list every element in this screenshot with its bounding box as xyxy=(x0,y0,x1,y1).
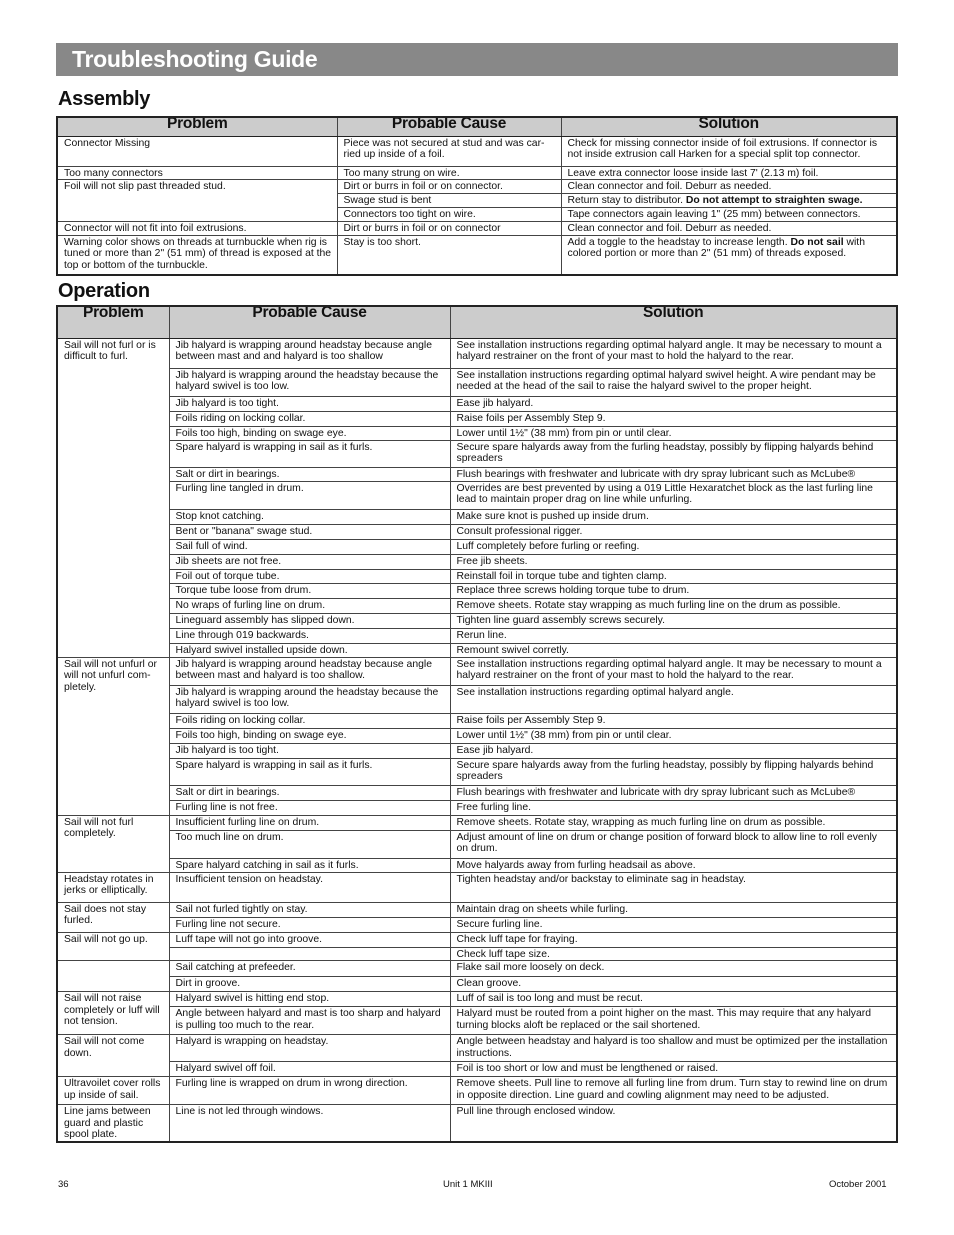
problem-cell xyxy=(57,208,337,222)
cause-cell: Sail full of wind. xyxy=(169,539,450,554)
footer-date: October 2001 xyxy=(829,1179,887,1190)
table-row xyxy=(57,368,897,396)
cause-cell: Furling line is not free. xyxy=(169,800,450,815)
solution-cell: Secure spare halyards away from the furling headstay, possibly by flipping halyards behind spreaders xyxy=(450,758,897,785)
cause-cell: Furling line not secure. xyxy=(169,917,450,932)
cause-cell: Line through 019 backwards. xyxy=(169,628,450,643)
table-row xyxy=(57,758,897,785)
table-row xyxy=(57,947,897,961)
cause-cell: Luff tape will not go into groove. xyxy=(169,932,450,947)
table-row xyxy=(57,685,897,713)
solution-cell: Lower until 1½" (38 mm) from pin or until clear. xyxy=(450,728,897,743)
cause-cell: Furling line tangled in drum. xyxy=(169,481,450,509)
footer-unit: Unit 1 MKIII xyxy=(443,1179,493,1190)
cause-cell: Dirt or burrs in foil or on connector xyxy=(337,222,561,236)
cause-cell: Stay is too short. xyxy=(337,235,561,275)
cause-cell: Connectors too tight on wire. xyxy=(337,208,561,222)
table-row xyxy=(57,180,897,194)
cause-cell: No wraps of furling line on drum. xyxy=(169,598,450,613)
table-row xyxy=(57,136,897,166)
solution-cell: Luff completely before furling or reefing. xyxy=(450,539,897,554)
table-row xyxy=(57,338,897,368)
problem-cell: Line jams between guard and plastic spool plate. xyxy=(57,1105,169,1142)
cause-cell: Sail catching at prefeeder. xyxy=(169,961,450,977)
table-row xyxy=(57,917,897,932)
cause-cell: Halyard swivel is hitting end stop. xyxy=(169,992,450,1007)
solution-cell: Consult professional rigger. xyxy=(450,524,897,539)
assembly-header-cause: Probable Cause xyxy=(337,117,561,136)
problem-cell: Ultravoilet cover rolls up inside of sail. xyxy=(57,1077,169,1105)
solution-cell: Angle between headstay and halyard is too shallow and must be optimized per the installation instructions. xyxy=(450,1035,897,1062)
table-row xyxy=(57,932,897,947)
cause-cell: Jib halyard is too tight. xyxy=(169,396,450,411)
solution-cell: Foil is too short or low and must be lengthened or raised. xyxy=(450,1062,897,1077)
table-row xyxy=(57,569,897,583)
problem-cell: Connector will not fit into foil extrusions. xyxy=(57,222,337,236)
solution-cell: Check for missing connector inside of foil extrusions. If connector is not inside extrusion call Harken for a special split top connector. xyxy=(561,136,897,166)
cause-cell: Stop knot catching. xyxy=(169,509,450,524)
solution-cell: Clean groove. xyxy=(450,977,897,992)
footer-page-number: 36 xyxy=(58,1179,69,1190)
solution-cell: Free jib sheets. xyxy=(450,554,897,569)
table-row xyxy=(57,743,897,758)
cause-cell: Halyard is wrapping on headstay. xyxy=(169,1035,450,1062)
table-row xyxy=(57,858,897,872)
table-row xyxy=(57,785,897,800)
table-row xyxy=(57,411,897,426)
cause-cell: Angle between halyard and mast is too sharp and halyard is pulling too much to the rear. xyxy=(169,1007,450,1035)
table-row xyxy=(57,509,897,524)
cause-cell: Torque tube loose from drum. xyxy=(169,583,450,598)
problem-cell: Sail will not go up. xyxy=(57,932,169,961)
assembly-heading: Assembly xyxy=(58,88,151,110)
solution-cell: Clean connector and foil. Deburr as needed. xyxy=(561,180,897,194)
solution-cell: Secure furling line. xyxy=(450,917,897,932)
cause-cell: Line is not led through windows. xyxy=(169,1105,450,1142)
problem-cell: Connector Missing xyxy=(57,136,337,166)
table-row xyxy=(57,440,897,467)
assembly-table xyxy=(56,116,898,276)
cause-cell: Foils riding on locking collar. xyxy=(169,411,450,426)
table-row xyxy=(57,628,897,643)
solution-cell: See installation instructions regarding optimal halyard angle. It may be necessary to mount a halyard restrainer on the front of your mast to hold the halyard to the rear. xyxy=(450,657,897,685)
table-row xyxy=(57,208,897,222)
cause-cell: Piece was not secured at stud and was car- ried up inside of a foil. xyxy=(337,136,561,166)
table-row xyxy=(57,1007,897,1035)
cause-cell: Salt or dirt in bearings. xyxy=(169,785,450,800)
table-row xyxy=(57,800,897,815)
table-row xyxy=(57,728,897,743)
problem-cell: Too many connectors xyxy=(57,166,337,180)
table-row xyxy=(57,481,897,509)
cause-cell: Spare halyard catching in sail as it furls. xyxy=(169,858,450,872)
table-row xyxy=(57,426,897,440)
table-row xyxy=(57,467,897,481)
cause-cell: Jib halyard is wrapping around headstay because angle between mast and and halyard is too shallow xyxy=(169,338,450,368)
solution-cell: Check luff tape size. xyxy=(450,947,897,961)
table-row xyxy=(57,194,897,208)
solution-cell: Remove sheets. Pull line to remove all furling line from drum. Turn stay to rewind line on drum in opposite direction. Line guard and cowling alignment may need to be adjusted. xyxy=(450,1077,897,1105)
cause-cell: Spare halyard is wrapping in sail as it furls. xyxy=(169,440,450,467)
table-row xyxy=(57,872,897,902)
cause-cell: Too much line on drum. xyxy=(169,830,450,858)
assembly-header-solution: Solution xyxy=(561,117,897,136)
cause-cell: Foils too high, binding on swage eye. xyxy=(169,728,450,743)
cause-cell: Halyard swivel off foil. xyxy=(169,1062,450,1077)
page-title: Troubleshooting Guide xyxy=(56,43,898,76)
table-row xyxy=(57,902,897,917)
cause-cell: Salt or dirt in bearings. xyxy=(169,467,450,481)
cause-cell: Lineguard assembly has slipped down. xyxy=(169,613,450,628)
solution-cell: Ease jib halyard. xyxy=(450,396,897,411)
cause-cell: Insufficient furling line on drum. xyxy=(169,815,450,830)
solution-cell: Raise foils per Assembly Step 9. xyxy=(450,411,897,426)
cause-cell: Jib halyard is too tight. xyxy=(169,743,450,758)
cause-cell xyxy=(169,947,450,961)
solution-cell: Make sure knot is pushed up inside drum. xyxy=(450,509,897,524)
table-row xyxy=(57,992,897,1007)
solution-cell: Lower until 1½" (38 mm) from pin or until clear. xyxy=(450,426,897,440)
solution-cell: Remove sheets. Rotate stay wrapping as much furling line on the drum as possible. xyxy=(450,598,897,613)
operation-table xyxy=(56,305,898,1143)
solution-cell: Maintain drag on sheets while furling. xyxy=(450,902,897,917)
table-row xyxy=(57,166,897,180)
problem-cell xyxy=(57,194,337,208)
solution-cell: Remove sheets. Rotate stay, wrapping as much furling line on drum as possible. xyxy=(450,815,897,830)
solution-cell: Tape connectors again leaving 1" (25 mm) between connectors. xyxy=(561,208,897,222)
cause-cell: Sail not furled tightly on stay. xyxy=(169,902,450,917)
solution-cell: See installation instructions regarding optimal halyard angle. xyxy=(450,685,897,713)
cause-cell: Insufficient tension on headstay. xyxy=(169,872,450,902)
problem-cell: Sail will not raise completely or luff will not tension. xyxy=(57,992,169,1035)
assembly-header-problem: Problem xyxy=(57,117,337,136)
table-row xyxy=(57,613,897,628)
table-row xyxy=(57,713,897,728)
solution-cell: Ease jib halyard. xyxy=(450,743,897,758)
cause-cell: Jib halyard is wrapping around the headstay because the halyard swivel is too low. xyxy=(169,685,450,713)
solution-cell: Reinstall foil in torque tube and tighten clamp. xyxy=(450,569,897,583)
table-row xyxy=(57,961,897,977)
solution-cell: Rerun line. xyxy=(450,628,897,643)
table-row xyxy=(57,977,897,992)
table-row xyxy=(57,539,897,554)
problem-cell: Sail will not come down. xyxy=(57,1035,169,1077)
table-row xyxy=(57,583,897,598)
table-row xyxy=(57,643,897,657)
table-row xyxy=(57,554,897,569)
operation-header-problem: Problem xyxy=(57,306,169,338)
table-row xyxy=(57,1062,897,1077)
cause-cell: Jib halyard is wrapping around headstay because angle between mast and halyard is too shallow. xyxy=(169,657,450,685)
table-row xyxy=(57,235,897,275)
solution-cell: Flush bearings with freshwater and lubricate with dry spray lubricant such as McLube® xyxy=(450,785,897,800)
solution-cell: Remount swivel corretly. xyxy=(450,643,897,657)
solution-cell: Replace three screws holding torque tube to drum. xyxy=(450,583,897,598)
cause-cell: Foil out of torque tube. xyxy=(169,569,450,583)
solution-cell: Halyard must be routed from a point higher on the mast. This may require that any halyard turning blocks aloft be replaced or the sail shortened. xyxy=(450,1007,897,1035)
solution-cell: Free furling line. xyxy=(450,800,897,815)
problem-cell: Headstay rotates in jerks or elliptically. xyxy=(57,872,169,902)
problem-cell: Foil will not slip past threaded stud. xyxy=(57,180,337,194)
operation-header-cause: Probable Cause xyxy=(169,306,450,338)
problem-cell: Warning color shows on threads at turnbuckle when rig is tuned or more than 2" (51 mm) of thread is exposed at the top or bottom of the turnbuckle. xyxy=(57,235,337,275)
solution-cell: Check luff tape for fraying. xyxy=(450,932,897,947)
solution-cell: See installation instructions regarding optimal halyard swivel height. A wire pendant may be needed at the head of the sail to raise the halyard swivel to the proper height. xyxy=(450,368,897,396)
table-row xyxy=(57,222,897,236)
solution-cell: Overrides are best prevented by using a 019 Little Hexaratchet block as the last furling line lead to maintain proper drag on line while unfurling. xyxy=(450,481,897,509)
table-row xyxy=(57,1105,897,1142)
problem-cell: Sail does not stay furled. xyxy=(57,902,169,932)
table-row xyxy=(57,524,897,539)
cause-cell: Dirt or burrs in foil or on connector. xyxy=(337,180,561,194)
solution-cell: Add a toggle to the headstay to increase length. Do not sail with colored portion or more than 2" (51 mm) of threads exposed. xyxy=(561,235,897,275)
table-row xyxy=(57,1077,897,1105)
cause-cell: Foils too high, binding on swage eye. xyxy=(169,426,450,440)
table-row xyxy=(57,598,897,613)
solution-cell: Luff of sail is too long and must be recut. xyxy=(450,992,897,1007)
cause-cell: Spare halyard is wrapping in sail as it furls. xyxy=(169,758,450,785)
solution-cell: Adjust amount of line on drum or change position of forward block to allow line to roll evenly on drum. xyxy=(450,830,897,858)
cause-cell: Too many strung on wire. xyxy=(337,166,561,180)
table-row xyxy=(57,396,897,411)
table-row xyxy=(57,815,897,830)
cause-cell: Jib sheets are not free. xyxy=(169,554,450,569)
solution-cell: Flake sail more loosely on deck. xyxy=(450,961,897,977)
cause-cell: Swage stud is bent xyxy=(337,194,561,208)
problem-cell xyxy=(57,961,169,992)
solution-cell: Tighten line guard assembly screws securely. xyxy=(450,613,897,628)
problem-cell: Sail will not unfurl or will not unfurl com- pletely. xyxy=(57,657,169,815)
cause-cell: Jib halyard is wrapping around the headstay because the halyard swivel is too low. xyxy=(169,368,450,396)
operation-heading: Operation xyxy=(58,280,150,302)
solution-cell: See installation instructions regarding optimal halyard angle. It may be necessary to mount a halyard restrainer on the front of your mast to hold the halyard to the rear. xyxy=(450,338,897,368)
solution-cell: Leave extra connector loose inside last 7' (2.13 m) foil. xyxy=(561,166,897,180)
solution-cell: Flush bearings with freshwater and lubricate with dry spray lubricant such as McLube® xyxy=(450,467,897,481)
solution-cell: Pull line through enclosed window. xyxy=(450,1105,897,1142)
cause-cell: Bent or "banana" swage stud. xyxy=(169,524,450,539)
solution-cell: Secure spare halyards away from the furling headstay, possibly by flipping halyards behind spreaders xyxy=(450,440,897,467)
table-row xyxy=(57,1035,897,1062)
cause-cell: Halyard swivel installed upside down. xyxy=(169,643,450,657)
solution-cell: Return stay to distributor. Do not attempt to straighten swage. xyxy=(561,194,897,208)
solution-cell: Clean connector and foil. Deburr as needed. xyxy=(561,222,897,236)
problem-cell: Sail will not furl or is difficult to furl. xyxy=(57,338,169,657)
cause-cell: Foils riding on locking collar. xyxy=(169,713,450,728)
cause-cell: Furling line is wrapped on drum in wrong direction. xyxy=(169,1077,450,1105)
problem-cell: Sail will not furl completely. xyxy=(57,815,169,872)
solution-cell: Tighten headstay and/or backstay to eliminate sag in headstay. xyxy=(450,872,897,902)
operation-header-solution: Solution xyxy=(450,306,897,338)
table-row xyxy=(57,657,897,685)
table-row xyxy=(57,830,897,858)
solution-cell: Raise foils per Assembly Step 9. xyxy=(450,713,897,728)
solution-cell: Move halyards away from furling headsail as above. xyxy=(450,858,897,872)
cause-cell: Dirt in groove. xyxy=(169,977,450,992)
